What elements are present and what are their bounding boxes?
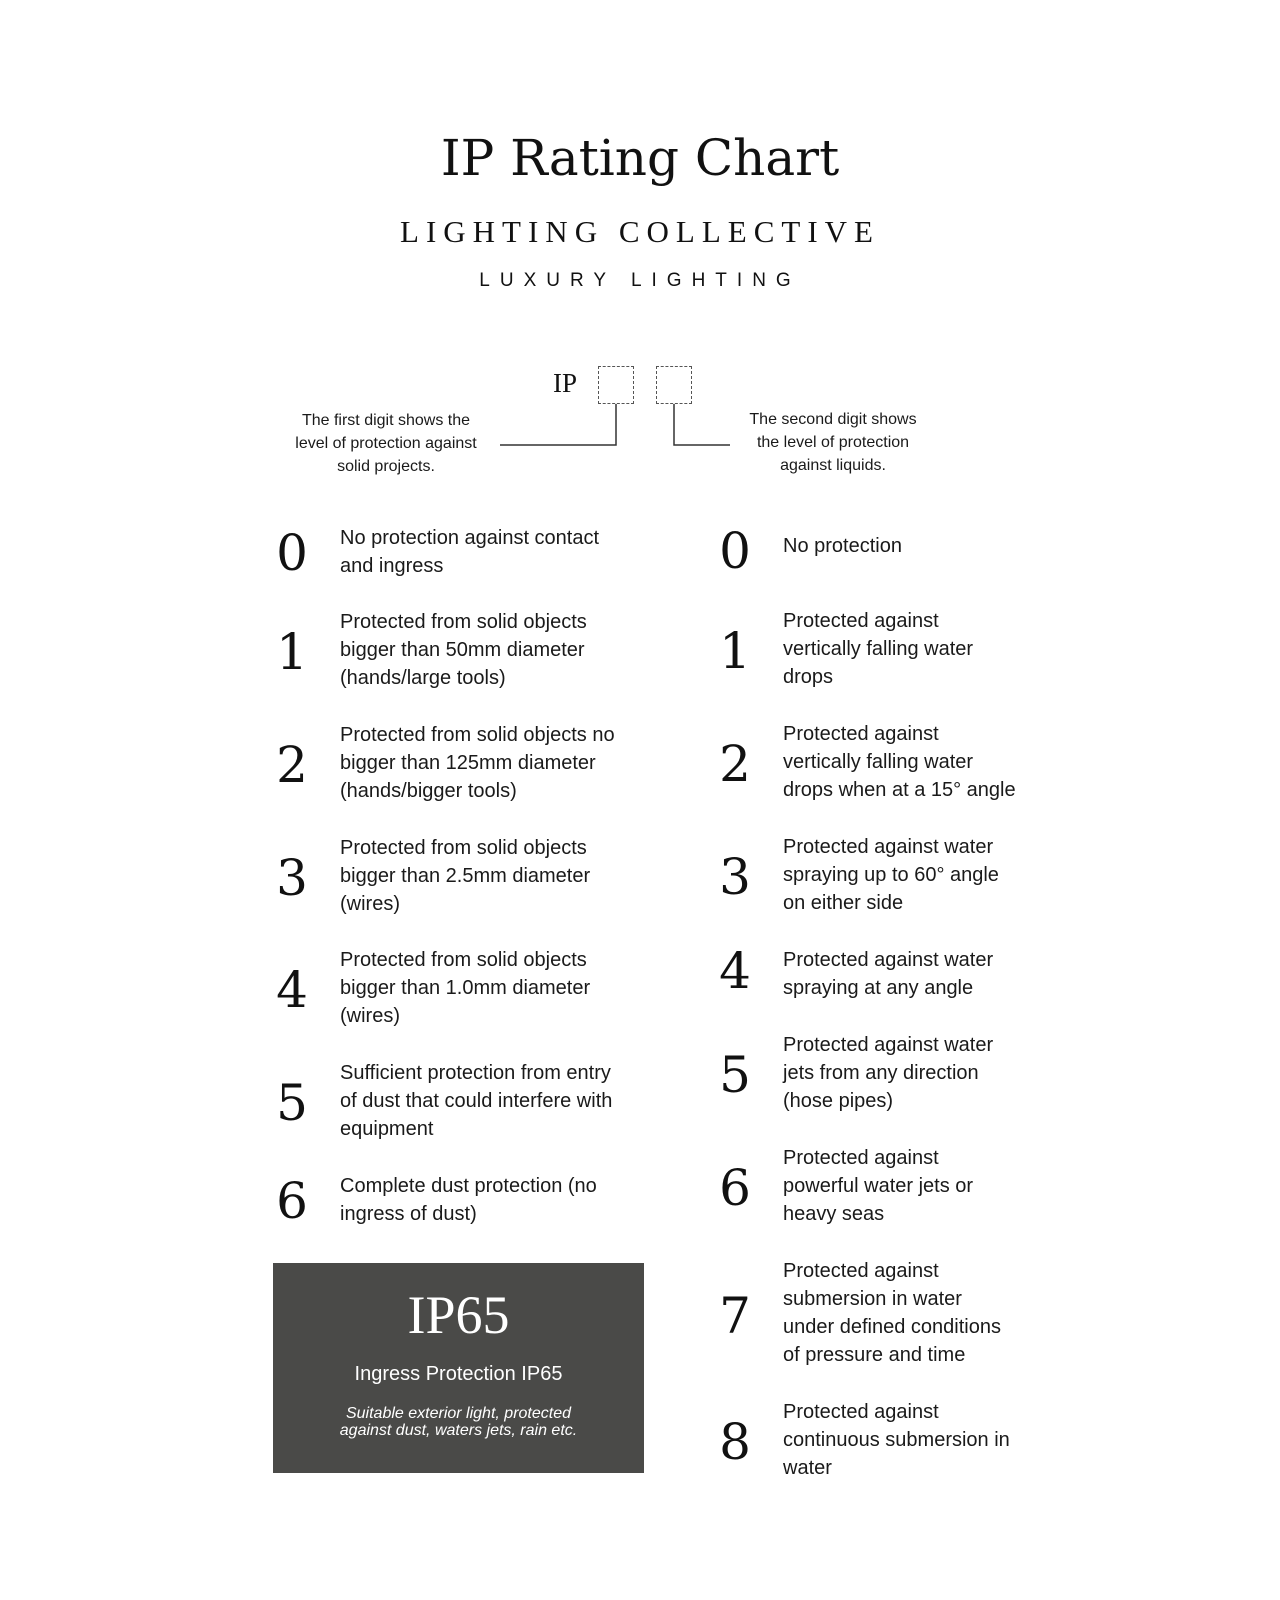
liquid-rating-description — [783, 946, 1083, 1002]
description-line: Protected from solid objects — [340, 837, 587, 859]
solid-rating-description — [340, 524, 640, 580]
description-line: spraying up to 60° angle — [783, 864, 999, 886]
solid-rating-digit: 6 — [276, 1172, 308, 1230]
description-line: No protection — [783, 535, 902, 557]
description-line: bigger than 50mm diameter — [340, 639, 585, 661]
description-line: of pressure and time — [783, 1344, 966, 1366]
description-line: heavy seas — [783, 1203, 885, 1225]
description-line: Protected against — [783, 1401, 939, 1423]
page-title: IP Rating Chart — [440, 129, 840, 187]
description-line: ingress of dust) — [340, 1203, 477, 1225]
description-line: vertically falling water — [783, 638, 974, 660]
brand-tagline: LUXURY LIGHTING — [479, 270, 801, 291]
description-line: spraying at any angle — [783, 977, 974, 999]
solid-rating-description — [340, 608, 640, 692]
brand-name: LIGHTING COLLECTIVE — [400, 214, 880, 249]
description-line: (hose pipes) — [783, 1090, 894, 1112]
liquid-rating-digit: 5 — [719, 1046, 751, 1104]
description-line: No protection against contact — [340, 527, 600, 549]
ip65-highlight-panel — [273, 1263, 644, 1473]
liquid-rating-description — [783, 833, 1083, 917]
description-line: Protected against water — [783, 836, 994, 858]
ip65-code: IP65 — [407, 1285, 510, 1345]
description-line: Protected against — [783, 610, 939, 632]
first-digit-note-line: The first digit shows the — [301, 412, 471, 429]
description-line: on either side — [783, 892, 904, 914]
ip-code-label: IP — [553, 368, 578, 398]
solid-rating-description — [340, 834, 640, 918]
description-line: bigger than 1.0mm diameter — [340, 977, 591, 999]
description-line: (hands/large tools) — [340, 667, 506, 689]
liquid-rating-digit: 3 — [719, 848, 751, 906]
description-line: continuous submersion in — [783, 1429, 1010, 1451]
description-line: vertically falling water — [783, 751, 974, 773]
description-line: under defined conditions — [783, 1316, 1001, 1338]
liquid-rating-digit: 0 — [719, 522, 751, 580]
solid-rating-digit: 2 — [276, 736, 308, 794]
description-line: Complete dust protection (no — [340, 1175, 597, 1197]
description-line: (wires) — [340, 1005, 400, 1027]
description-line: Sufficient protection from entry — [340, 1062, 611, 1084]
description-line: bigger than 125mm diameter — [340, 752, 596, 774]
liquid-rating-description — [783, 607, 1083, 691]
liquid-rating-digit: 6 — [719, 1159, 751, 1217]
liquid-rating-digit: 4 — [719, 942, 751, 1000]
description-line: Protected against — [783, 1260, 939, 1282]
description-line: submersion in water — [783, 1288, 962, 1310]
first-digit-note-line: solid projects. — [337, 458, 435, 475]
ip65-note-line: Suitable exterior light, protected — [345, 1405, 571, 1422]
first-digit-note — [266, 409, 506, 478]
liquid-rating-description — [783, 1144, 1083, 1228]
solid-rating-digit: 3 — [276, 849, 308, 907]
description-line: drops — [783, 666, 834, 688]
liquid-rating-digit: 2 — [719, 735, 751, 793]
ip65-note-line: against dust, waters jets, rain etc. — [339, 1422, 578, 1439]
liquid-rating-description — [783, 1398, 1083, 1482]
solid-rating-description — [340, 1059, 640, 1143]
description-line: Protected against water — [783, 949, 994, 971]
solid-rating-description — [340, 721, 640, 805]
description-line: drops when at a 15° angle — [783, 779, 1016, 801]
ip65-subtitle: Ingress Protection IP65 — [354, 1363, 563, 1385]
liquid-rating-digit: 1 — [719, 622, 751, 680]
description-line: water — [783, 1457, 832, 1479]
description-line: (hands/bigger tools) — [340, 780, 517, 802]
ip65-note — [273, 1405, 644, 1439]
second-digit-note-line: against liquids. — [780, 457, 886, 474]
solid-rating-description — [340, 1172, 640, 1228]
description-line: jets from any direction — [783, 1062, 979, 1084]
description-line: Protected against water — [783, 1034, 994, 1056]
liquid-rating-digit: 7 — [719, 1287, 751, 1345]
description-line: powerful water jets or — [783, 1175, 974, 1197]
description-line: Protected from solid objects no — [340, 724, 615, 746]
first-digit-note-line: level of protection against — [295, 435, 477, 452]
description-line: equipment — [340, 1118, 434, 1140]
liquid-rating-description — [783, 1257, 1083, 1369]
description-line: Protected from solid objects — [340, 949, 587, 971]
liquid-rating-description — [783, 1031, 1083, 1115]
description-line: Protected against — [783, 1147, 939, 1169]
solid-rating-digit: 0 — [276, 524, 308, 582]
description-line: Protected against — [783, 723, 939, 745]
description-line: bigger than 2.5mm diameter — [340, 865, 591, 887]
liquid-rating-digit: 8 — [719, 1413, 751, 1471]
description-line: of dust that could interfere with — [340, 1090, 613, 1112]
description-line: and ingress — [340, 555, 444, 577]
second-digit-note-line: the level of protection — [756, 434, 910, 451]
second-digit-note — [713, 408, 953, 477]
description-line: (wires) — [340, 893, 400, 915]
solid-rating-digit: 1 — [276, 623, 308, 681]
second-digit-note-line: The second digit shows — [749, 411, 917, 428]
solid-rating-digit: 5 — [276, 1074, 308, 1132]
liquid-rating-description — [783, 720, 1083, 804]
liquid-rating-description — [783, 532, 1083, 560]
description-line: Protected from solid objects — [340, 611, 587, 633]
solid-rating-description — [340, 946, 640, 1030]
solid-rating-digit: 4 — [276, 961, 308, 1019]
